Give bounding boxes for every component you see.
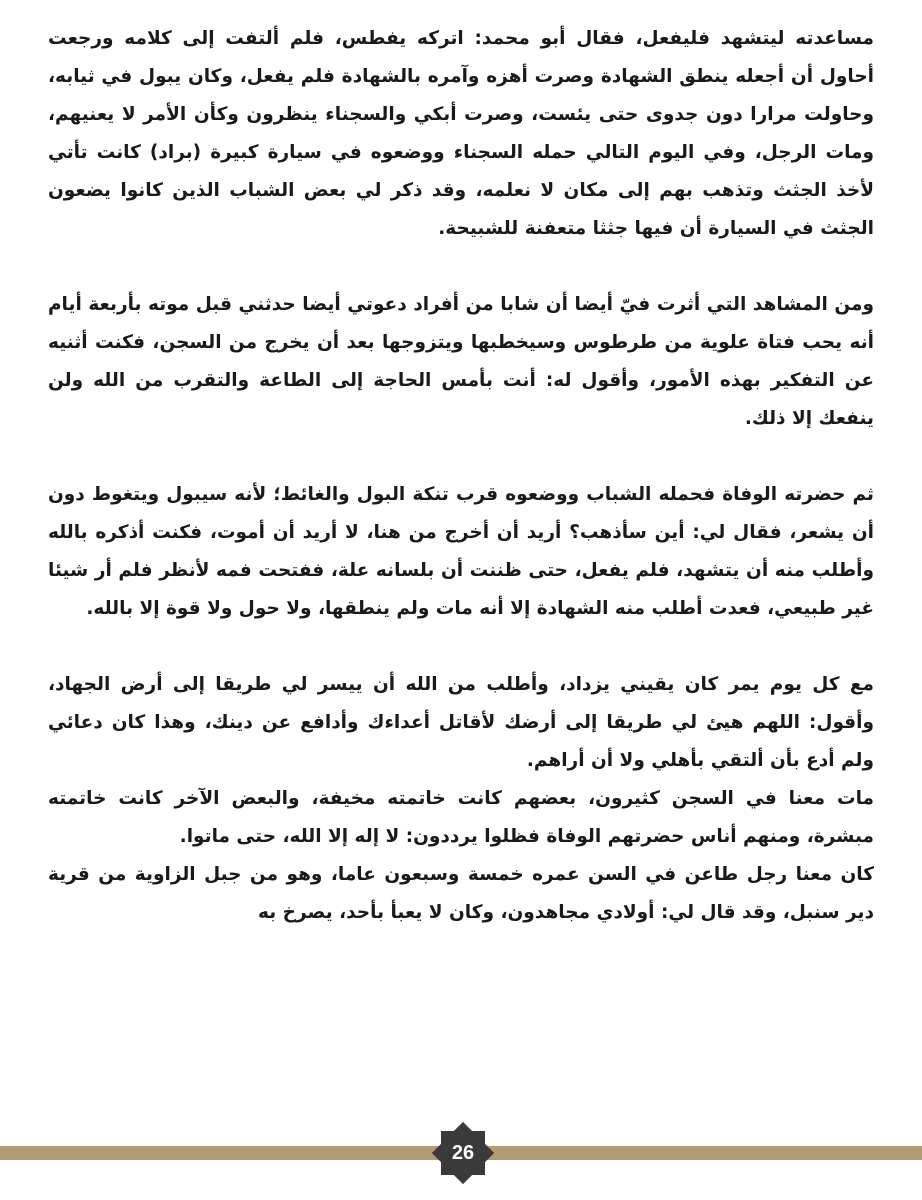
paragraph-1: مساعدته ليتشهد فليفعل، فقال أبو محمد: اتركه يفطس، فلم ألتفت إلى كلامه ورجعت أحاول أن أجعله ينطق الشهادة وصرت أهزه وآمره بالشهادة فلم يفعل، وكان يبول في ثيابه، وحاولت مرارا دون جدوى حتى يئست، وصرت أبكي والسجناء ينظرون وكأن الأمر لا يعنيهم، ومات الرجل، وفي اليوم التالي حمله السجناء ووضعوه في سيارة كبيرة (براد) كانت تأتي لأخذ الجثث وتذهب بهم إلى مكان لا نعلمه، وقد ذكر لي بعض الشباب الذين كانوا يضعون الجثث في السيارة أن فيها جثثا متعفنة للشبيحة.	[48, 28, 874, 239]
paragraph-4: مع كل يوم يمر كان يقيني يزداد، وأطلب من الله أن ييسر لي طريقا إلى أرض الجهاد، وأقول: اللهم هيئ لي طريقا إلى أرضك لأقاتل أعداءك وأدافع عن دينك، وهذا كان دعائي ولم أدع بأن ألتقي بأهلي ولا أن أراهم.	[48, 674, 874, 771]
page-body	[48, 20, 874, 932]
paragraph-2: ومن المشاهد التي أثرت فيّ أيضا أن شابا من أفراد دعوتي أيضا حدثني قبل موته بأربعة أيام أنه يحب فتاة علوية من طرطوس وسيخطبها ويتزوجها بعد أن يخرج من السجن، فكنت أثنيه عن التفكير بهذه الأمور، وأقول له: أنت بأمس الحاجة إلى الطاعة والتقرب من الله ولن ينفعك إلا ذلك.	[48, 294, 874, 429]
page-number: 26	[451, 1142, 475, 1164]
paragraph-5: مات معنا في السجن كثيرون، بعضهم كانت خاتمته مخيفة، والبعض الآخر كانت خاتمته مبشرة، ومنهم أناس حضرتهم الوفاة فظلوا يرددون: لا إله إلا الله، حتى ماتوا.	[48, 788, 874, 847]
page-number-badge	[432, 1122, 494, 1184]
paragraph-6: كان معنا رجل طاعن في السن عمره خمسة وسبعون عاما، وهو من جبل الزاوية من قرية دير سنبل، وقد قال لي: أولادي مجاهدون، وكان لا يعبأ بأحد، يصرخ به	[48, 864, 874, 923]
paragraph-3: ثم حضرته الوفاة فحمله الشباب ووضعوه قرب تنكة البول والغائط؛ لأنه سيبول ويتغوط دون أن يشعر، فقال لي: أين سأذهب؟ أريد أن أخرج من هنا، لا أريد أن أموت، فكنت أذكره بالله وأطلب منه أن يتشهد، فلم يفعل، حتى ظننت أن بلسانه علة، ففتحت فمه لأنظر فلم أر شيئا غير طبيعي، فعدت أطلب منه الشهادة إلا أنه مات ولم ينطقها، ولا حول ولا قوة إلا بالله.	[48, 484, 874, 619]
